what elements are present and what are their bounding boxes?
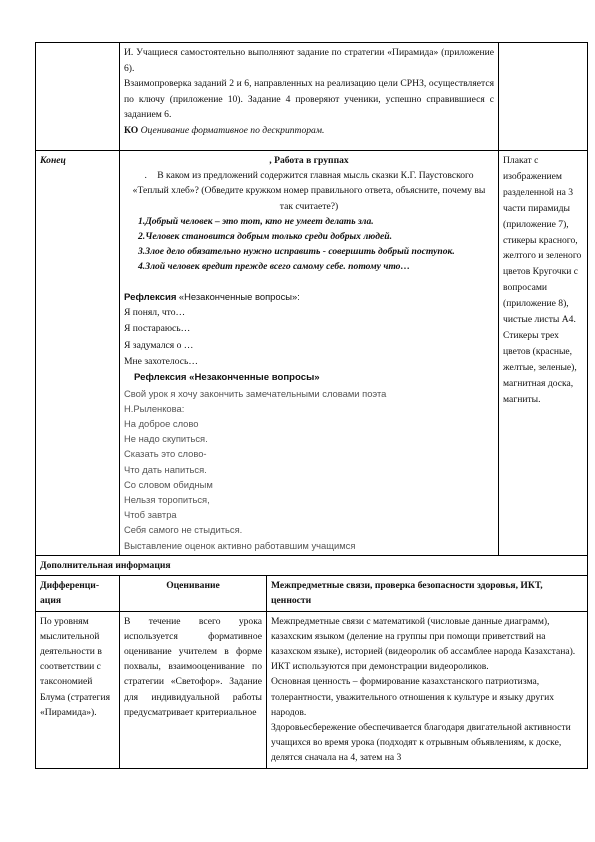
table-row <box>36 151 588 556</box>
assessment-line <box>124 123 494 139</box>
poem-line-1: На доброе слово <box>124 418 199 430</box>
poem-line-6: Нельзя торопиться, <box>124 494 210 506</box>
ko-text: Оценивание формативное по дескрипторам. <box>140 124 325 136</box>
answer-option-2: 2.Человек становится добрым только среди добрых людей. <box>138 231 393 243</box>
health-text: Здоровьесбережение обеспечивается благодаря двигательной активности учащихся во время урока (подходят к отрывным объявлениям, к доске, делятся сначала на 4, затем на 3 <box>271 721 571 764</box>
answer-options <box>124 214 494 275</box>
table-row <box>36 43 588 151</box>
closing-text: Выставление оценок активно работавшим учащимся <box>124 539 356 551</box>
question-text: В каком из предложений содержится главная мысль сказки К.Г. Паустовского «Теплый хлеб»? (Обведите кружком номер правильного ответа, объясните, почему вы так считаете?) <box>132 170 486 212</box>
poem-block <box>124 386 494 553</box>
answer-option-4: 4.Злой человек вредит прежде всего самому себе. потому что… <box>138 261 411 273</box>
values-text: Основная ценность – формирование казахстанского патриотизма, толерантности, уважительного отношения к культуре и языку других народов. <box>271 676 555 718</box>
reflection-line-2: Я постараюсь… <box>124 323 191 335</box>
lesson-plan-table <box>35 42 588 769</box>
resources-cell <box>499 151 588 556</box>
poem-line-7: Чтоб завтра <box>124 509 177 521</box>
cross-curricular-header: Межпредметные связи, проверка безопасности здоровья, ИКТ, ценности <box>267 576 588 611</box>
poem-line-3: Сказать это слово- <box>124 448 207 460</box>
activity-cell <box>120 151 499 556</box>
poem-line-2: Не надо скупиться. <box>124 433 208 445</box>
differentiation-cell: По уровням мыслительной деятельности в соответствии с таксономией Блума (стратегия «Пирамида»). <box>36 611 120 768</box>
answer-option-1: 1.Добрый человек – это тот, кто не умеет делать зла. <box>138 215 374 227</box>
differentiation-header: Дифференци-ация <box>36 576 120 611</box>
poem-line-8: Себя самого не стыдиться. <box>124 524 243 536</box>
stage-cell <box>36 151 120 556</box>
task-text: И. Учащиеся самостоятельно выполняют задание по стратегии «Пирамида» (приложение 6). <box>124 47 494 74</box>
question-marker: . <box>144 170 147 182</box>
lesson-plan-page <box>35 42 587 769</box>
task-cell <box>120 43 499 151</box>
answer-option-3: 3.Злое дело обязательно нужно исправить - совершить добрый поступок. <box>138 246 455 258</box>
additional-info-header: Дополнительная информация <box>36 555 588 575</box>
table-row <box>36 555 588 575</box>
poem-intro: Свой урок я хочу закончить замечательными словами поэта <box>124 387 387 399</box>
reflection-title: «Незаконченные вопросы»: <box>178 290 300 302</box>
poem-line-5: Со словом обидным <box>124 478 213 490</box>
poem-line-4: Что дать напиться. <box>124 463 207 475</box>
table-row <box>36 611 588 768</box>
assessment-header: Оценивание <box>120 576 267 611</box>
group-work-heading: , Работа в группах <box>269 155 349 166</box>
assessment-cell: В течение всего урока используется формативное оценивание учителем в форме похвалы, взаимооценивание по стратегии «Светофор». Задание для индивидуальной работы предусматривает критериальное <box>120 611 267 768</box>
cross-curricular-cell <box>267 611 588 768</box>
ict-text: ИКТ используются при демонстрации видеороликов. <box>271 661 489 673</box>
reflection-heading <box>124 289 494 305</box>
poet-name: Н.Рыленкова: <box>124 402 185 414</box>
reflection-line-1: Я понял, что… <box>124 306 186 318</box>
peer-check-text: Взаимопроверка заданий 2 и 6, направленных на реализацию цели СРНЗ, осуществляется по ключу (приложение 10). Задание 4 проверяют ученики, успешно справившиеся с заданием 6. <box>124 78 494 121</box>
reflection-line-3: Я задумался о … <box>124 339 194 351</box>
ko-label: КО <box>124 124 139 136</box>
resources-cell-empty <box>499 43 588 151</box>
reflection-label: Рефлексия <box>124 291 177 303</box>
reflection-block <box>124 289 494 371</box>
reflection-line-4: Мне захотелось… <box>124 356 198 368</box>
table-row <box>36 576 588 611</box>
resources-text: Плакат с изображением разделенной на 3 части пирамиды (приложение 7), стикеры красного, желтого и зеленого цветов Кругочки с вопросами (приложение 8), чистые листы А4. Стикеры трех цветов (красные, желтые, зеленые), магнитная доска, магниты. <box>503 155 582 405</box>
question-block <box>124 168 494 214</box>
stage-cell-empty <box>36 43 120 151</box>
stage-label: Конец <box>40 155 66 166</box>
reflection2-heading: Рефлексия «Незаконченные вопросы» <box>134 372 320 384</box>
cross-curricular-p1: Межпредметные связи с математикой (числовые данные диаграмм), казахским языком (деление на группы при помощи приветствий на казахском языке), историей (видеоролик об ассамблее народа Казахстана). <box>271 615 576 657</box>
